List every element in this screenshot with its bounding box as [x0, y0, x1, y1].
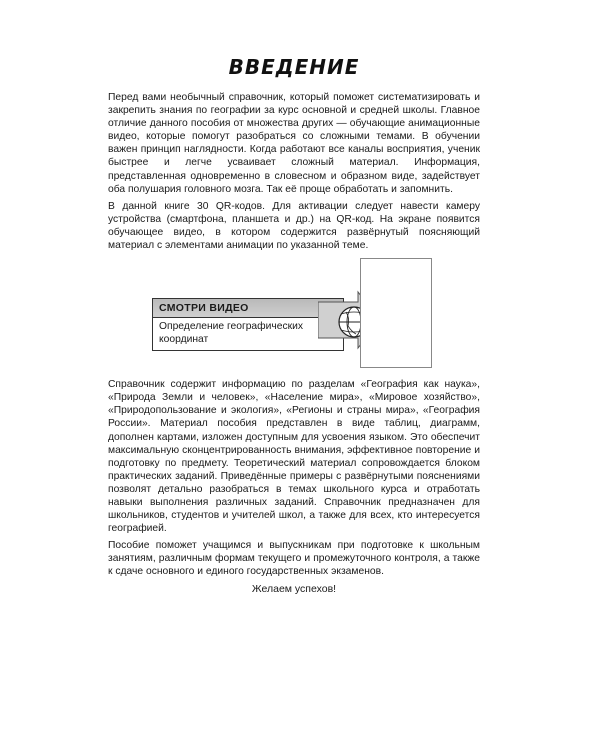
intro-paragraph: Перед вами необычный справочник, который поможет систематизировать и закрепить знания по географии за курс основной и средней школы. Главное отличие данного пособия от множества других — обучающие анимационные видео, которые помогут разобраться со сложными темами. В обучении важен принцип наглядности. Когда работают все каналы восприятия, ученик быстрее и легче усваивает сложный материал. Информация, представленная одновременно в словесном и образном виде, задействует оба полушария головного мозга. Так её проще обработать и запомнить. [108, 92, 480, 195]
closing-wish: Желаем успехов! [251, 582, 337, 595]
video-caption: Определение географических координат [159, 321, 304, 345]
video-block [108, 260, 480, 368]
video-label [152, 298, 344, 351]
page [108, 55, 480, 595]
contents-paragraph: Справочник содержит информацию по разделам «География как наука», «Природа Земли и человек», «Население мира», «Мировое хозяйство», «Природопользование и экология», «Регионы и страны мира», «География России». Материал пособия представлен в виде таблиц, диаграмм, дополнен картами, изложен доступным для усвоения языком. Это обеспечит максимальную сконцентрированность внимания, эффективное повторение и подготовку по предмету. Теоретический материал сопровождается блоком практических заданий. Приведённые примеры с развёрнутыми пояснениями позволят детально разобраться в темах школьного курса и отработать навыки выполнения различных заданий. Справочник предназначен для школьников, студентов и учителей школ, а также для всех, кто интересуется географией. [108, 379, 480, 535]
purpose-paragraph: Пособие поможет учащимся и выпускникам при подготовке к школьным занятиям, различным формам текущего и промежуточного контроля, а также к сдаче основного и единого государственных экзаменов. [108, 540, 480, 578]
qr-code [360, 258, 432, 368]
page-title: ВВЕДЕНИЕ [228, 55, 360, 79]
video-heading: СМОТРИ ВИДЕО [153, 299, 343, 318]
qr-instructions-paragraph: В данной книге 30 QR-кодов. Для активации следует навести камеру устройства (смартфона, планшета и др.) на QR-код. На экране появится обучающее видео, в котором содержится развёрнутый поясняющий материал с элементами анимации по указанной теме. [108, 200, 480, 252]
